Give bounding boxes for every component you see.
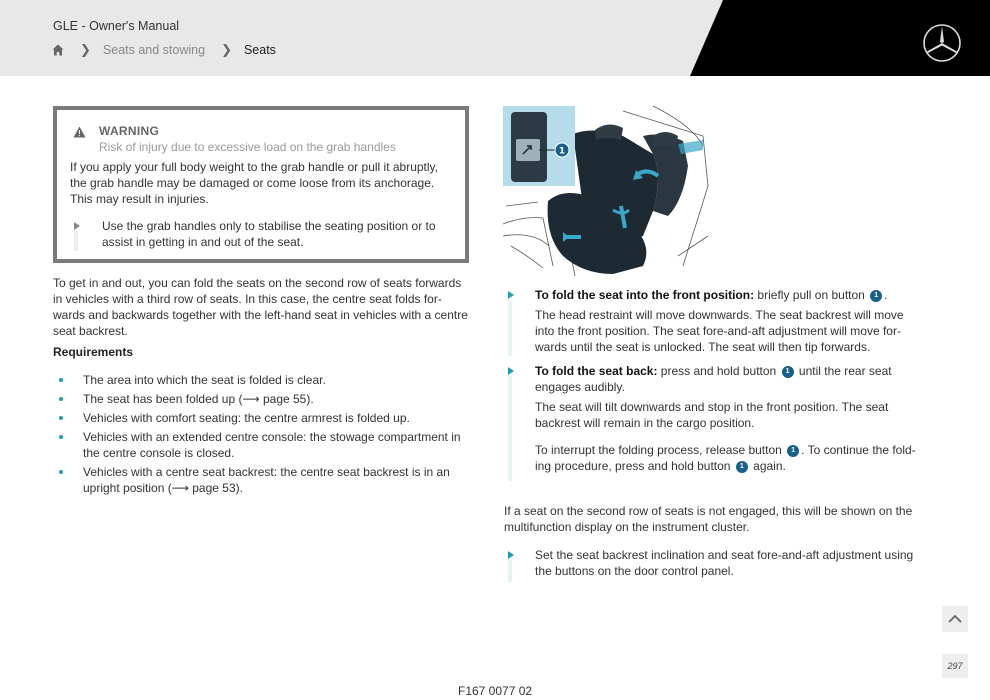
step-title: To fold the seat into the front position: [535, 288, 755, 302]
bullet-bar [508, 560, 512, 582]
list-item: Vehicles with a centre seat backrest: the centre seat backrest is in an upright position (⟶ page 53). [53, 464, 473, 496]
step-title: To fold the seat back: [535, 364, 658, 378]
intro-paragraph: To get in and out, you can fold the seats on the second row of seats forwards in vehicles with a third row of seats. In this case, the centre seat folds for-wards and backwards together with the left-hand seat in vehicles with a centre seat backrest. [53, 276, 468, 338]
warning-instruction-text: Use the grab handles only to stabilise the seating position or to assist in getting in and out of the seat. [102, 219, 436, 249]
step-instruction: Set the seat backrest inclination and seat fore-and-aft adjustment using the buttons on the door control panel. [535, 548, 914, 578]
warning-instruction [70, 218, 455, 250]
list-item: Vehicles with an extended centre console: the stowage compartment in the centre console is closed. [53, 429, 473, 461]
home-icon[interactable] [52, 44, 64, 56]
warning-title: WARNING [99, 124, 160, 138]
list-item: Vehicles with comfort seating: the centre armrest is folded up. [53, 410, 473, 426]
triangle-bullet-icon [508, 551, 514, 559]
warning-box [53, 106, 469, 263]
step-text: briefly pull on button [754, 288, 869, 302]
page-number: 297 [942, 654, 968, 678]
chevron-right-icon: ❯ [80, 42, 91, 57]
warning-triangle-icon [73, 126, 86, 138]
step-adjust [504, 547, 920, 579]
step-instruction [535, 287, 920, 303]
list-item: The seat has been folded up (⟶ page 55). [53, 391, 473, 407]
bullet-bar [74, 231, 78, 251]
step-interrupt [535, 442, 920, 474]
breadcrumb-item-seats-and-stowing[interactable]: Seats and stowing [102, 43, 206, 57]
after-note [504, 503, 920, 583]
triangle-bullet-icon [74, 222, 80, 230]
manual-title: GLE - Owner's Manual [53, 19, 180, 33]
step-text: . To continue the fold-ing procedure, press and hold button [535, 443, 916, 473]
chevron-right-icon: ❯ [221, 42, 232, 57]
scroll-to-top-button[interactable] [942, 606, 968, 632]
engagement-note: If a seat on the second row of seats is not engaged, this will be shown on the multifunction display on the instrument cluster. [504, 504, 913, 534]
requirements-heading: Requirements [53, 345, 134, 359]
step-text: again. [749, 459, 786, 473]
warning-subtitle: Risk of injury due to excessive load on the grab handles [99, 140, 396, 154]
step-text: . [884, 288, 888, 302]
step-text: To interrupt the folding process, release button [535, 443, 786, 457]
requirements-list [53, 372, 473, 499]
seat-illustration [503, 106, 713, 276]
button-1-icon: 1 [870, 290, 882, 302]
list-item: The area into which the seat is folded is clear. [53, 372, 473, 388]
button-1-icon: 1 [736, 461, 748, 473]
step-detail: The seat will tilt downwards and stop in the front position. The seat backrest will remain in the cargo position. [535, 400, 889, 430]
breadcrumb-item-seats[interactable]: Seats [243, 43, 276, 57]
procedure-steps [504, 287, 920, 482]
button-1-icon: 1 [782, 366, 794, 378]
step-text: press and hold button [657, 364, 780, 378]
bullet-bar [508, 300, 512, 356]
step-fold-back [504, 363, 920, 474]
chevron-up-icon [942, 606, 968, 632]
step-fold-front [504, 287, 920, 355]
step-instruction [535, 363, 920, 395]
button-1-icon: 1 [787, 445, 799, 457]
breadcrumb [52, 42, 276, 58]
step-text: until the rear seat engages audibly. [535, 364, 892, 394]
triangle-bullet-icon [508, 367, 514, 375]
bullet-bar [508, 376, 512, 481]
figure-code: F167 0077 02 [458, 684, 533, 698]
step-detail: The head restraint will move downwards. The seat backrest will move into the front position. The seat fore-and-aft adjustment will move for-wards until the seat is unlocked. The seat will then tip forwards. [535, 308, 904, 354]
warning-body: If you apply your full body weight to the grab handle or pull it abruptly, the grab handle may be damaged or come loose from its anchorage. This may result in injuries. [70, 160, 438, 206]
page-header [0, 0, 990, 76]
figure-callout: 1 [558, 146, 566, 157]
mercedes-star-logo-icon[interactable] [922, 23, 962, 63]
triangle-bullet-icon [508, 291, 514, 299]
